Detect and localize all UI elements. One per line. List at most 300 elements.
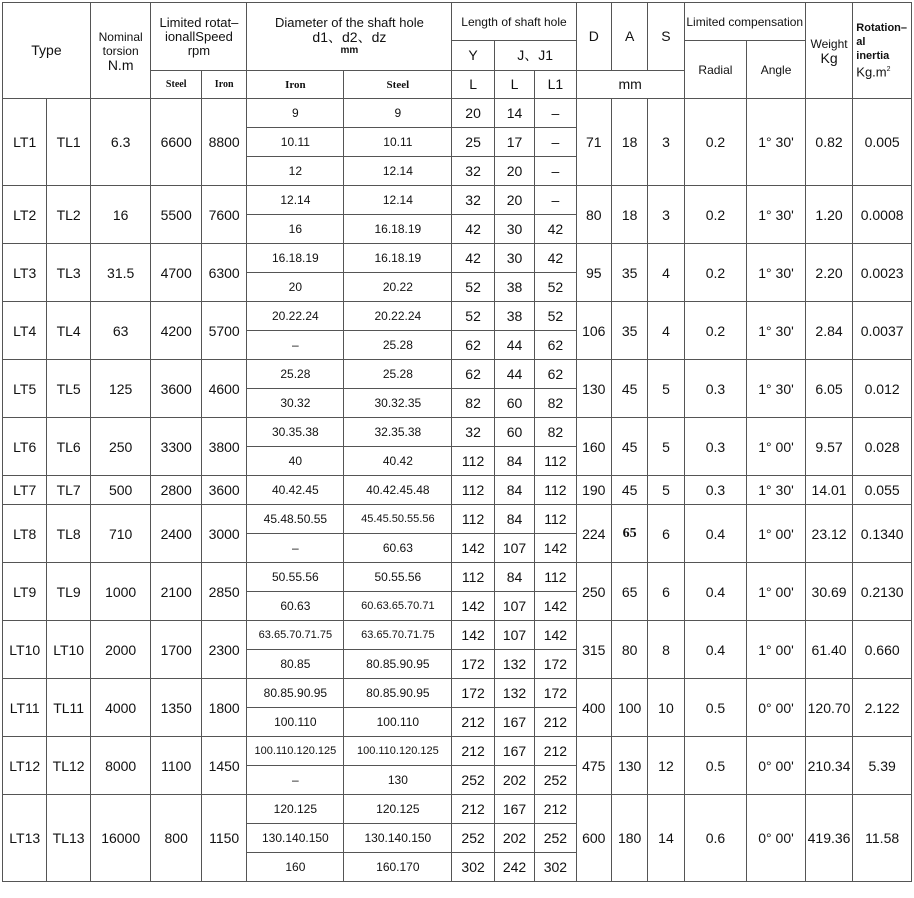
weight-value: 30.69 (805, 563, 852, 621)
length-j-l1: 112 (535, 476, 576, 505)
speed-steel: 2800 (151, 476, 201, 505)
header-length-j: J、J1 (494, 41, 576, 71)
dim-d: 400 (576, 679, 611, 737)
radial-compensation: 0.4 (684, 505, 747, 563)
bore-steel: 80.85.90.95 (344, 650, 452, 679)
type-lt: LT4 (3, 302, 47, 360)
bore-iron: 16.18.19 (247, 244, 344, 273)
angle-compensation: 1° 00' (747, 563, 806, 621)
angle-compensation: 1° 00' (747, 418, 806, 476)
weight-value: 61.40 (805, 621, 852, 679)
type-tl: TL7 (47, 476, 90, 505)
bore-iron: 50.55.56 (247, 563, 344, 592)
nominal-torsion: 250 (90, 418, 151, 476)
table-row (3, 795, 912, 824)
speed-steel: 800 (151, 795, 201, 882)
nominal-torsion: 4000 (90, 679, 151, 737)
bore-steel: 63.65.70.71.75 (344, 621, 452, 650)
header-das-unit: mm (576, 71, 684, 99)
header-speed: Limited rotat– ionallSpeed rpm (151, 3, 247, 71)
header-compensation: Limited compensation (684, 3, 805, 41)
length-j-l: 242 (494, 853, 534, 882)
length-j-l1: 212 (535, 708, 576, 737)
nominal-torsion: 1000 (90, 563, 151, 621)
length-j-l1: 52 (535, 302, 576, 331)
dim-d: 160 (576, 418, 611, 476)
header-nominal-torsion: Nominal torsion N.m (90, 3, 151, 99)
dim-a: 130 (611, 737, 647, 795)
bore-iron: – (247, 534, 344, 563)
dim-s: 4 (648, 244, 684, 302)
bore-iron: 100.110.120.125 (247, 737, 344, 766)
length-y: 62 (452, 331, 494, 360)
dim-a: 65 (611, 563, 647, 621)
dim-a: 180 (611, 795, 647, 882)
length-j-l: 107 (494, 592, 534, 621)
dim-a: 45 (611, 418, 647, 476)
bore-iron: 9 (247, 99, 344, 128)
table-row (3, 679, 912, 708)
dim-s: 4 (648, 302, 684, 360)
length-j-l: 107 (494, 534, 534, 563)
length-j-l1: 142 (535, 534, 576, 563)
dim-a: 18 (611, 99, 647, 186)
length-y: 32 (452, 157, 494, 186)
bore-iron: 12 (247, 157, 344, 186)
length-j-l1: 42 (535, 244, 576, 273)
type-tl: TL13 (47, 795, 90, 882)
length-j-l: 202 (494, 824, 534, 853)
length-y: 302 (452, 853, 494, 882)
angle-compensation: 1° 30' (747, 360, 806, 418)
length-y: 212 (452, 795, 494, 824)
length-y: 82 (452, 389, 494, 418)
bore-steel: 25.28 (344, 360, 452, 389)
length-j-l: 202 (494, 766, 534, 795)
radial-compensation: 0.5 (684, 679, 747, 737)
dim-a: 18 (611, 186, 647, 244)
bore-iron: 80.85 (247, 650, 344, 679)
speed-iron: 6300 (201, 244, 246, 302)
bore-steel: 20.22 (344, 273, 452, 302)
bore-iron: 60.63 (247, 592, 344, 621)
length-y: 212 (452, 737, 494, 766)
bore-steel: 60.63 (344, 534, 452, 563)
bore-steel: 100.110 (344, 708, 452, 737)
angle-compensation: 0° 00' (747, 795, 806, 882)
weight-value: 2.20 (805, 244, 852, 302)
length-j-l1: 212 (535, 737, 576, 766)
dim-a: 45 (611, 476, 647, 505)
bore-steel: 50.55.56 (344, 563, 452, 592)
header-length-l-j: L (494, 71, 534, 99)
angle-compensation: 0° 00' (747, 737, 806, 795)
header-diameter: Diameter of the shaft hole d1、d2、dz mm (247, 3, 452, 71)
type-tl: TL3 (47, 244, 90, 302)
nominal-torsion: 500 (90, 476, 151, 505)
angle-compensation: 1° 00' (747, 505, 806, 563)
speed-iron: 1150 (201, 795, 246, 882)
bore-iron: – (247, 331, 344, 360)
length-y: 52 (452, 273, 494, 302)
dim-s: 12 (648, 737, 684, 795)
radial-compensation: 0.4 (684, 563, 747, 621)
header-radial: Radial (684, 41, 747, 99)
nominal-torsion: 6.3 (90, 99, 151, 186)
speed-steel: 1100 (151, 737, 201, 795)
length-j-l: 30 (494, 215, 534, 244)
type-lt: LT11 (3, 679, 47, 737)
dim-a: 80 (611, 621, 647, 679)
speed-steel: 1700 (151, 621, 201, 679)
type-lt: LT13 (3, 795, 47, 882)
length-j-l: 30 (494, 244, 534, 273)
bore-steel: 100.110.120.125 (344, 737, 452, 766)
length-j-l1: 112 (535, 447, 576, 476)
bore-iron: 25.28 (247, 360, 344, 389)
speed-steel: 4700 (151, 244, 201, 302)
radial-compensation: 0.3 (684, 476, 747, 505)
length-j-l: 132 (494, 650, 534, 679)
dim-s: 8 (648, 621, 684, 679)
weight-value: 419.36 (805, 795, 852, 882)
length-y: 112 (452, 476, 494, 505)
table-row (3, 418, 912, 447)
length-j-l1: – (535, 99, 576, 128)
header-s: S (648, 3, 684, 71)
bore-steel: 130 (344, 766, 452, 795)
length-y: 112 (452, 505, 494, 534)
dim-d: 95 (576, 244, 611, 302)
table-header (3, 3, 912, 99)
nominal-torsion: 2000 (90, 621, 151, 679)
speed-iron: 1800 (201, 679, 246, 737)
length-j-l: 44 (494, 331, 534, 360)
dim-d: 224 (576, 505, 611, 563)
speed-steel: 2400 (151, 505, 201, 563)
weight-value: 6.05 (805, 360, 852, 418)
header-weight: Weight Kg (805, 3, 852, 99)
bore-iron: – (247, 766, 344, 795)
length-y: 20 (452, 99, 494, 128)
radial-compensation: 0.2 (684, 244, 747, 302)
header-diameter-iron: Iron (247, 71, 344, 99)
bore-iron: 40.42.45 (247, 476, 344, 505)
type-tl: TL2 (47, 186, 90, 244)
table-row (3, 302, 912, 331)
bore-iron: 63.65.70.71.75 (247, 621, 344, 650)
length-j-l1: 252 (535, 824, 576, 853)
speed-steel: 3600 (151, 360, 201, 418)
length-y: 252 (452, 824, 494, 853)
length-j-l: 38 (494, 273, 534, 302)
dim-d: 71 (576, 99, 611, 186)
bore-iron: 120.125 (247, 795, 344, 824)
header-shaft-length: Length of shaft hole (452, 3, 576, 41)
bore-steel: 160.170 (344, 853, 452, 882)
length-j-l1: 252 (535, 766, 576, 795)
bore-iron: 100.110 (247, 708, 344, 737)
table-row (3, 621, 912, 650)
radial-compensation: 0.3 (684, 418, 747, 476)
inertia-value: 0.0023 (853, 244, 912, 302)
inertia-value: 0.0008 (853, 186, 912, 244)
dim-s: 6 (648, 505, 684, 563)
dim-s: 6 (648, 563, 684, 621)
nominal-torsion: 125 (90, 360, 151, 418)
angle-compensation: 1° 30' (747, 99, 806, 186)
speed-steel: 3300 (151, 418, 201, 476)
type-tl: TL9 (47, 563, 90, 621)
length-j-l1: – (535, 128, 576, 157)
inertia-value: 0.0037 (853, 302, 912, 360)
length-j-l: 38 (494, 302, 534, 331)
speed-iron: 8800 (201, 99, 246, 186)
length-y: 42 (452, 244, 494, 273)
type-lt: LT1 (3, 99, 47, 186)
length-y: 32 (452, 418, 494, 447)
length-j-l: 84 (494, 505, 534, 534)
speed-iron: 2850 (201, 563, 246, 621)
speed-steel: 5500 (151, 186, 201, 244)
bore-iron: 45.48.50.55 (247, 505, 344, 534)
header-speed-iron: Iron (201, 71, 246, 99)
table-row (3, 563, 912, 592)
dim-s: 5 (648, 418, 684, 476)
dim-d: 106 (576, 302, 611, 360)
dim-d: 80 (576, 186, 611, 244)
nominal-torsion: 16 (90, 186, 151, 244)
table-row (3, 186, 912, 215)
angle-compensation: 0° 00' (747, 679, 806, 737)
inertia-value: 0.012 (853, 360, 912, 418)
table-row (3, 360, 912, 389)
bore-steel: 40.42 (344, 447, 452, 476)
header-length-y: Y (452, 41, 494, 71)
type-tl: TL12 (47, 737, 90, 795)
length-y: 42 (452, 215, 494, 244)
speed-steel: 6600 (151, 99, 201, 186)
dim-s: 14 (648, 795, 684, 882)
table-row (3, 505, 912, 534)
weight-value: 14.01 (805, 476, 852, 505)
length-y: 112 (452, 447, 494, 476)
length-y: 32 (452, 186, 494, 215)
bore-iron: 20 (247, 273, 344, 302)
length-y: 172 (452, 650, 494, 679)
table-row (3, 476, 912, 505)
bore-iron: 40 (247, 447, 344, 476)
length-j-l: 20 (494, 186, 534, 215)
inertia-value: 0.660 (853, 621, 912, 679)
type-lt: LT12 (3, 737, 47, 795)
inertia-value: 11.58 (853, 795, 912, 882)
bore-steel: 10.11 (344, 128, 452, 157)
length-j-l: 167 (494, 708, 534, 737)
length-j-l: 60 (494, 418, 534, 447)
radial-compensation: 0.2 (684, 99, 747, 186)
length-j-l1: 142 (535, 621, 576, 650)
bore-iron: 16 (247, 215, 344, 244)
length-j-l1: 62 (535, 331, 576, 360)
type-lt: LT7 (3, 476, 47, 505)
coupling-spec-table (2, 2, 912, 882)
angle-compensation: 1° 30' (747, 186, 806, 244)
angle-compensation: 1° 30' (747, 244, 806, 302)
angle-compensation: 1° 30' (747, 476, 806, 505)
bore-iron: 12.14 (247, 186, 344, 215)
bore-iron: 30.35.38 (247, 418, 344, 447)
bore-steel: 9 (344, 99, 452, 128)
header-speed-steel: Steel (151, 71, 201, 99)
dim-s: 10 (648, 679, 684, 737)
type-lt: LT3 (3, 244, 47, 302)
type-tl: TL8 (47, 505, 90, 563)
header-diameter-steel: Steel (344, 71, 452, 99)
length-j-l: 84 (494, 447, 534, 476)
dim-s: 3 (648, 99, 684, 186)
inertia-value: 0.055 (853, 476, 912, 505)
speed-iron: 5700 (201, 302, 246, 360)
weight-value: 1.20 (805, 186, 852, 244)
inertia-value: 0.028 (853, 418, 912, 476)
dim-a: 45 (611, 360, 647, 418)
type-tl: TL5 (47, 360, 90, 418)
dim-d: 130 (576, 360, 611, 418)
length-j-l: 20 (494, 157, 534, 186)
nominal-torsion: 710 (90, 505, 151, 563)
header-inertia: Rotation– al inertia $Kg.m^2$ (853, 3, 912, 99)
radial-compensation: 0.3 (684, 360, 747, 418)
speed-steel: 4200 (151, 302, 201, 360)
bore-steel: 30.32.35 (344, 389, 452, 418)
bore-iron: 20.22.24 (247, 302, 344, 331)
length-j-l1: 62 (535, 360, 576, 389)
length-j-l1: 212 (535, 795, 576, 824)
type-lt: LT9 (3, 563, 47, 621)
length-j-l: 132 (494, 679, 534, 708)
nominal-torsion: 31.5 (90, 244, 151, 302)
dim-s: 5 (648, 360, 684, 418)
weight-value: 0.82 (805, 99, 852, 186)
length-j-l: 167 (494, 737, 534, 766)
length-j-l: 14 (494, 99, 534, 128)
length-j-l1: 42 (535, 215, 576, 244)
header-d: D (576, 3, 611, 71)
header-length-l1: L1 (535, 71, 576, 99)
inertia-value: 2.122 (853, 679, 912, 737)
dim-d: 475 (576, 737, 611, 795)
length-j-l: 44 (494, 360, 534, 389)
dim-d: 190 (576, 476, 611, 505)
table-row (3, 737, 912, 766)
nominal-torsion: 8000 (90, 737, 151, 795)
table-row (3, 99, 912, 128)
length-j-l1: 172 (535, 650, 576, 679)
length-j-l: 60 (494, 389, 534, 418)
speed-iron: 2300 (201, 621, 246, 679)
length-y: 142 (452, 621, 494, 650)
speed-iron: 3600 (201, 476, 246, 505)
length-y: 62 (452, 360, 494, 389)
dim-a: 35 (611, 302, 647, 360)
length-j-l: 84 (494, 476, 534, 505)
inertia-value: 0.2130 (853, 563, 912, 621)
length-j-l1: 112 (535, 563, 576, 592)
type-lt: LT5 (3, 360, 47, 418)
table-body (3, 99, 912, 882)
header-type: Type (3, 3, 91, 99)
angle-compensation: 1° 30' (747, 302, 806, 360)
type-lt: LT8 (3, 505, 47, 563)
length-j-l: 167 (494, 795, 534, 824)
dim-s: 3 (648, 186, 684, 244)
bore-steel: 12.14 (344, 157, 452, 186)
length-j-l1: – (535, 157, 576, 186)
bore-iron: 160 (247, 853, 344, 882)
header-angle: Angle (747, 41, 806, 99)
dim-d: 315 (576, 621, 611, 679)
bore-steel: 25.28 (344, 331, 452, 360)
bore-steel: 60.63.65.70.71 (344, 592, 452, 621)
bore-iron: 30.32 (247, 389, 344, 418)
type-tl: TL6 (47, 418, 90, 476)
length-j-l1: 172 (535, 679, 576, 708)
dim-a: 35 (611, 244, 647, 302)
bore-steel: 80.85.90.95 (344, 679, 452, 708)
bore-steel: 20.22.24 (344, 302, 452, 331)
bore-iron: 130.140.150 (247, 824, 344, 853)
weight-value: 23.12 (805, 505, 852, 563)
bore-steel: 40.42.45.48 (344, 476, 452, 505)
table-row (3, 244, 912, 273)
weight-value: 2.84 (805, 302, 852, 360)
radial-compensation: 0.6 (684, 795, 747, 882)
radial-compensation: 0.2 (684, 302, 747, 360)
weight-value: 9.57 (805, 418, 852, 476)
bore-steel: 130.140.150 (344, 824, 452, 853)
length-j-l1: 82 (535, 389, 576, 418)
dim-a: 65 (611, 505, 647, 563)
weight-value: 210.34 (805, 737, 852, 795)
length-j-l1: 82 (535, 418, 576, 447)
nominal-torsion: 63 (90, 302, 151, 360)
bore-steel: 120.125 (344, 795, 452, 824)
bore-steel: 12.14 (344, 186, 452, 215)
bore-steel: 16.18.19 (344, 244, 452, 273)
nominal-torsion: 16000 (90, 795, 151, 882)
bore-steel: 45.45.50.55.56 (344, 505, 452, 534)
dim-s: 5 (648, 476, 684, 505)
speed-steel: 2100 (151, 563, 201, 621)
length-j-l1: 142 (535, 592, 576, 621)
type-lt: LT6 (3, 418, 47, 476)
length-y: 142 (452, 534, 494, 563)
length-j-l: 84 (494, 563, 534, 592)
bore-steel: 16.18.19 (344, 215, 452, 244)
length-y: 52 (452, 302, 494, 331)
type-tl: LT10 (47, 621, 90, 679)
length-y: 142 (452, 592, 494, 621)
inertia-value: 0.005 (853, 99, 912, 186)
type-tl: TL4 (47, 302, 90, 360)
length-y: 252 (452, 766, 494, 795)
length-j-l1: 302 (535, 853, 576, 882)
type-lt: LT2 (3, 186, 47, 244)
bore-iron: 10.11 (247, 128, 344, 157)
radial-compensation: 0.2 (684, 186, 747, 244)
length-y: 25 (452, 128, 494, 157)
